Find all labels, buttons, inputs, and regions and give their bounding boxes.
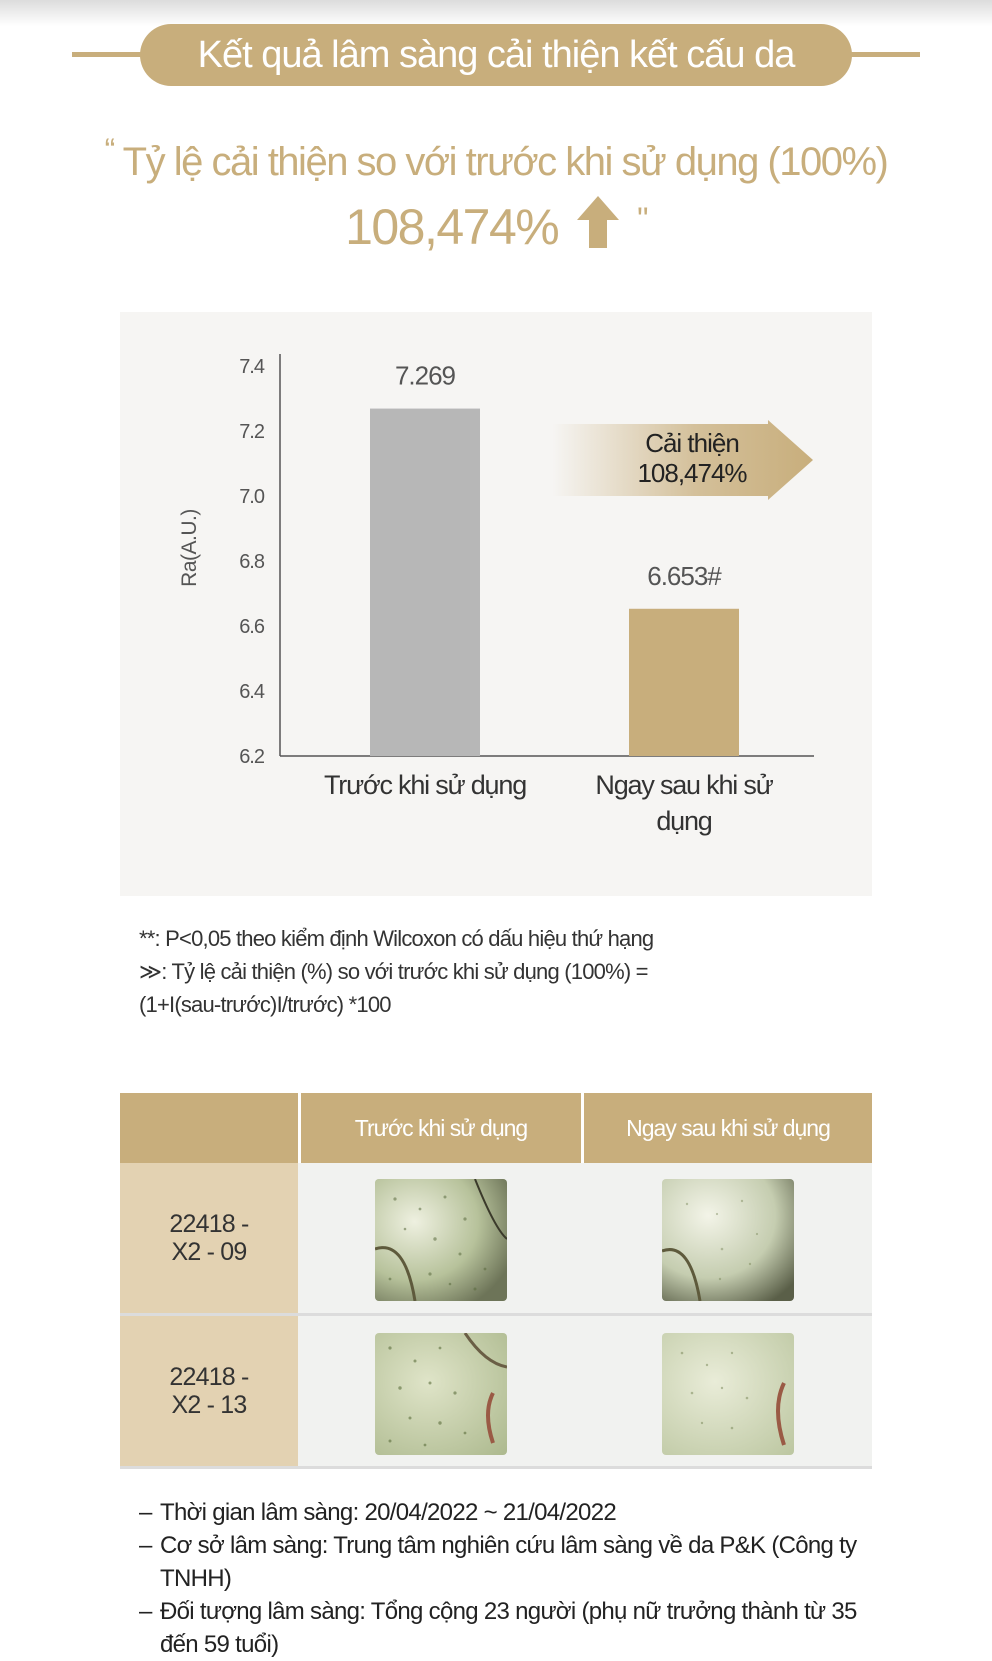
- x-tick-label: dụng: [656, 806, 712, 836]
- annotation-value: 108,474%: [637, 458, 747, 488]
- skin-photo-before: [375, 1333, 507, 1455]
- list-dash: –: [139, 1499, 152, 1526]
- section-title: Kết quả lâm sàng cải thiện kết cấu da: [140, 24, 852, 86]
- table-header-blank: [120, 1093, 298, 1163]
- list-item-text: Thời gian lâm sàng: 20/04/2022 ~ 21/04/2022: [160, 1499, 616, 1526]
- x-tick-label: Trước khi sử dụng: [323, 770, 527, 800]
- y-tick-label: 6.6: [239, 616, 264, 638]
- note-line: **: P<0,05 theo kiểm định Wilcoxon có dấu hiệu thứ hạng: [139, 926, 654, 951]
- headline-line2: [0, 196, 992, 260]
- y-tick-label: 6.2: [239, 746, 264, 768]
- headline-line1: [0, 132, 992, 185]
- bar: [629, 609, 739, 756]
- notes: [139, 922, 653, 1021]
- row-label-line: 22418 -: [169, 1210, 249, 1238]
- headline-value: 108,474%: [345, 199, 559, 255]
- list-item-text: Cơ sở lâm sàng: Trung tâm nghiên cứu lâm sàng về da P&K (Công ty TNHH): [160, 1532, 857, 1592]
- skin-photo-after: [662, 1333, 794, 1455]
- skin-photo-before: [375, 1179, 507, 1301]
- bar-chart: [120, 312, 872, 896]
- up-arrow-icon: [577, 196, 619, 260]
- row-divider: [120, 1466, 872, 1469]
- row-label: [120, 1316, 298, 1466]
- clinical-info-list: [139, 1496, 859, 1661]
- list-item: [139, 1496, 859, 1529]
- y-tick-label: 6.4: [239, 681, 264, 703]
- top-shadow: [0, 0, 992, 26]
- list-item-text: Đối tượng lâm sàng: Tổng cộng 23 người (phụ nữ trưởng thành từ 35 đến 59 tuổi): [160, 1598, 857, 1658]
- list-dash: –: [139, 1532, 152, 1559]
- row-label-line: X2 - 13: [171, 1391, 247, 1419]
- list-dash: –: [139, 1598, 152, 1625]
- chart-panel: [120, 312, 872, 896]
- x-tick-label: Ngay sau khi sử: [595, 770, 773, 800]
- data-label: 6.653#: [647, 560, 721, 591]
- close-quote: ": [637, 201, 647, 237]
- bar: [370, 409, 480, 756]
- annotation-label: Cải thiện: [645, 428, 739, 458]
- y-tick-label: 7.4: [239, 356, 264, 378]
- table-header-before: Trước khi sử dụng: [301, 1093, 581, 1163]
- skin-photo-after: [662, 1179, 794, 1301]
- row-label: [120, 1163, 298, 1313]
- comparison-table: [120, 1093, 872, 1473]
- list-item: [139, 1529, 859, 1595]
- open-quote: “: [104, 132, 114, 168]
- note-line: ≫: Tỷ lệ cải thiện (%) so với trước khi sử dụng (100%) =: [139, 959, 648, 984]
- y-tick-label: 7.0: [239, 486, 264, 508]
- headline-text: Tỷ lệ cải thiện so với trước khi sử dụng (100%): [122, 140, 888, 184]
- y-axis-label: Ra(A.U.): [178, 509, 201, 587]
- row-label-line: 22418 -: [169, 1363, 249, 1391]
- note-line: (1+I(sau-trước)I/trước) *100: [139, 992, 391, 1017]
- data-label: 7.269: [394, 360, 456, 391]
- row-label-line: X2 - 09: [171, 1238, 247, 1266]
- y-tick-label: 7.2: [239, 421, 264, 443]
- list-item: [139, 1595, 859, 1661]
- y-tick-label: 6.8: [239, 551, 264, 573]
- table-header-after: Ngay sau khi sử dụng: [584, 1093, 872, 1163]
